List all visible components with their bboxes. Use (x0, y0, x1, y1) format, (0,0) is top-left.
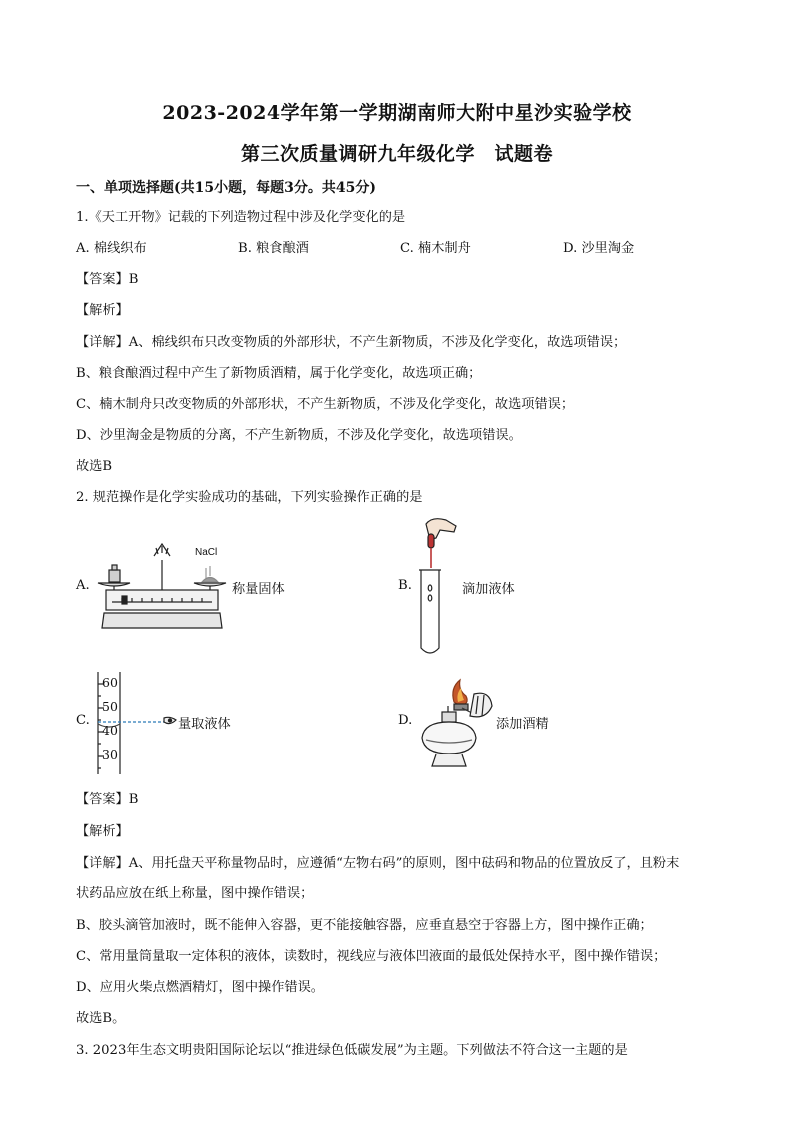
q2-stem: 2. 规范操作是化学实验成功的基础，下列实验操作正确的是 (76, 490, 423, 505)
q2-detail-line: C、常用量筒量取一定体积的液体，读数时，视线应与液体凹液面的最低处保持水平，图中操作错误； (76, 949, 667, 964)
q1-option-a: A. 棉线织布 (76, 241, 147, 256)
q2-figure-a-caption: 称量固体 (232, 582, 285, 597)
q2-answer: 【答案】B (76, 792, 139, 807)
q1-analysis-label: 【解析】 (76, 303, 129, 318)
title-line-1: 2023-2024学年第一学期湖南师大附中星沙实验学校 (162, 102, 632, 124)
q1-detail-line: D、沙里淘金是物质的分离，不产生新物质，不涉及化学变化，故选项错误。 (76, 428, 522, 443)
q2-figure-b-caption: 滴加液体 (462, 582, 515, 597)
alcohol-lamp-figure (414, 676, 498, 772)
dropper-figure (410, 516, 460, 658)
q2-figure-d-letter: D. (398, 713, 413, 728)
q1-detail-line: B、粮食酿酒过程中产生了新物质酒精，属于化学变化，故选项正确； (76, 366, 482, 381)
q2-figure-b-letter: B. (398, 578, 412, 593)
section-heading: 一、单项选择题(共15小题，每题3分。共45分) (76, 180, 376, 196)
q2-detail-line: D、应用火柴点燃酒精灯，图中操作错误。 (76, 980, 324, 995)
q1-stem: 1.《天工开物》记载的下列造物过程中涉及化学变化的是 (76, 210, 406, 225)
q2-figure-a-letter: A. (76, 578, 90, 593)
tick-label: 30 (102, 747, 118, 762)
tick-label: 60 (102, 675, 118, 690)
q3-stem: 3. 2023年生态文明贵阳国际论坛以“推进绿色低碳发展”为主题。下列做法不符合这一主题的是 (76, 1043, 628, 1058)
nacl-label: NaCl (195, 547, 218, 558)
q1-answer: 【答案】B (76, 272, 139, 287)
q1-option-b: B. 粮食酿酒 (238, 241, 309, 256)
q2-detail-line: 状药品应放在纸上称量，图中操作错误； (76, 886, 314, 901)
q1-detail-line: C、楠木制舟只改变物质的外部形状，不产生新物质，不涉及化学变化，故选项错误； (76, 397, 575, 412)
q1-conclusion: 故选B (76, 459, 113, 474)
q2-figure-c-caption: 量取液体 (178, 717, 231, 732)
q2-detail-line: 【详解】A、用托盘天平称量物品时，应遵循“左物右码”的原则，图中砝码和物品的位置放反了，且粉末 (76, 856, 680, 871)
q1-option-d: D. 沙里淘金 (563, 241, 635, 256)
q2-detail-line: B、胶头滴管加液时，既不能伸入容器，更不能接触容器，应垂直悬空于容器上方，图中操作正确； (76, 918, 653, 933)
q2-figure-d-caption: 添加酒精 (496, 717, 549, 732)
q1-option-c: C. 楠木制舟 (400, 241, 471, 256)
q2-conclusion: 故选B。 (76, 1011, 126, 1026)
tick-label: 50 (102, 699, 118, 714)
q2-figure-c-letter: C. (76, 713, 90, 728)
tick-label: 40 (102, 723, 118, 738)
q1-detail-line: 【详解】A、棉线织布只改变物质的外部形状，不产生新物质，不涉及化学变化，故选项错误； (76, 335, 627, 350)
title-line-2: 第三次质量调研九年级化学 试题卷 (240, 143, 553, 165)
q2-analysis-label: 【解析】 (76, 824, 129, 839)
